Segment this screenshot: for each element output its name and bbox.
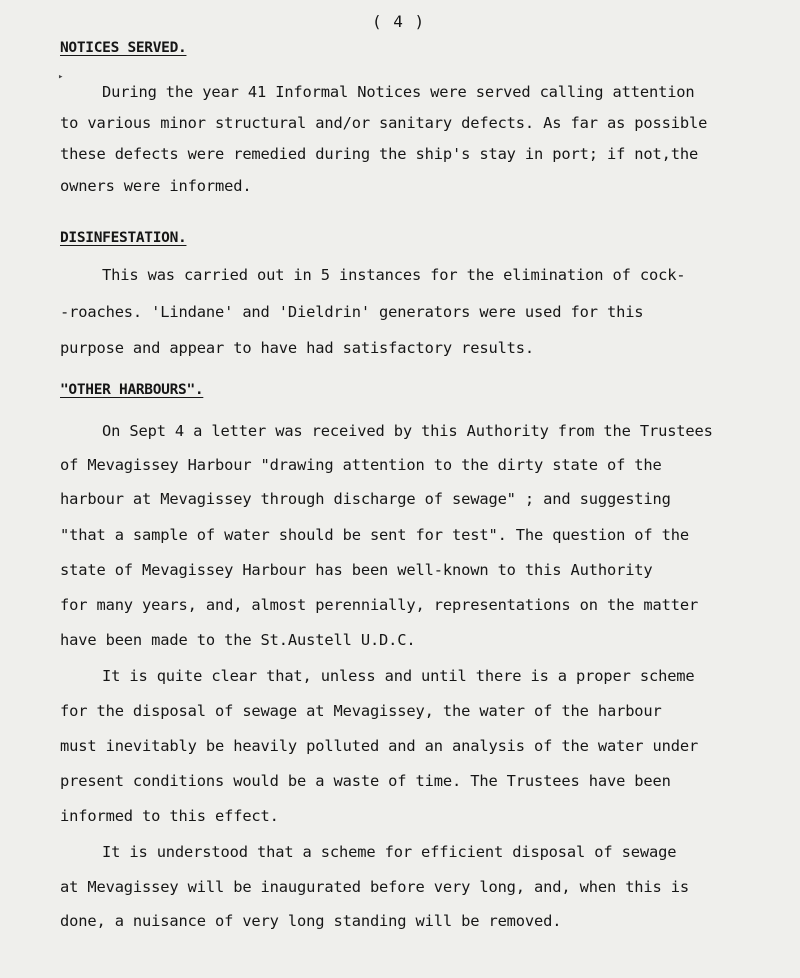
harbours-line: must inevitably be heavily polluted and an analysis of the water under <box>60 737 699 755</box>
harbours-line: done, a nuisance of very long standing will be removed. <box>60 912 562 930</box>
harbours-line: It is quite clear that, unless and until there is a proper scheme <box>102 667 695 685</box>
harbours-line: informed to this effect. <box>60 807 279 825</box>
harbours-line: for the disposal of sewage at Mevagissey, the water of the harbour <box>60 702 662 720</box>
harbours-line: at Mevagissey will be inaugurated before very long, and, when this is <box>60 878 690 896</box>
notices-line: these defects were remedied during the ship's stay in port; if not,the <box>60 145 699 163</box>
margin-mark: ▸ <box>58 72 64 82</box>
heading-notices-served: NOTICES SERVED. <box>60 40 187 56</box>
harbours-line: state of Mevagissey Harbour has been well-known to this Authority <box>60 561 653 579</box>
heading-disinfestation: DISINFESTATION. <box>60 230 187 246</box>
disinfestation-line: -roaches. 'Lindane' and 'Dieldrin' generators were used for this <box>60 303 644 321</box>
harbours-line: for many years, and, almost perennially, representations on the matter <box>60 596 699 614</box>
notices-line: During the year 41 Informal Notices were served calling attention <box>102 83 695 101</box>
heading-other-harbours: "OTHER HARBOURS". <box>60 382 204 398</box>
harbours-line: It is understood that a scheme for efficient disposal of sewage <box>102 843 677 861</box>
notices-line: owners were informed. <box>60 177 252 195</box>
disinfestation-line: This was carried out in 5 instances for the elimination of cock- <box>102 266 686 284</box>
harbours-line: present conditions would be a waste of time. The Trustees have been <box>60 772 671 790</box>
harbours-line: "that a sample of water should be sent for test". The question of the <box>60 526 690 544</box>
harbours-line: of Mevagissey Harbour "drawing attention to the dirty state of the <box>60 456 662 474</box>
notices-line: to various minor structural and/or sanitary defects. As far as possible <box>60 114 708 132</box>
disinfestation-line: purpose and appear to have had satisfactory results. <box>60 339 535 357</box>
harbours-line: On Sept 4 a letter was received by this Authority from the Trustees <box>102 422 713 440</box>
page-number: ( 4 ) <box>372 12 426 31</box>
harbours-line: harbour at Mevagissey through discharge of sewage" ; and suggesting <box>60 490 671 508</box>
harbours-line: have been made to the St.Austell U.D.C. <box>60 631 416 649</box>
